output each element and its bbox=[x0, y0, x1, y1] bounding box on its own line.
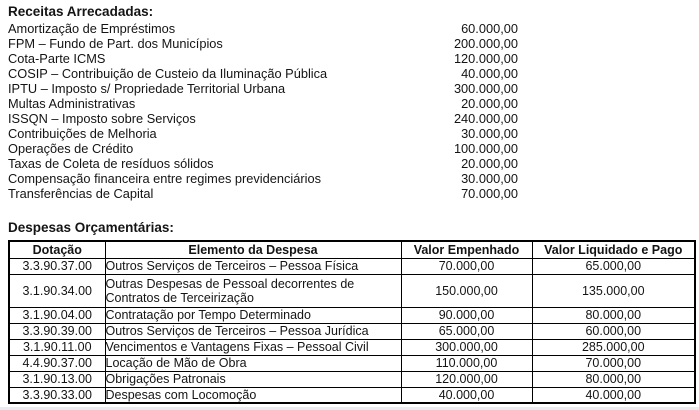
receita-row bbox=[8, 21, 518, 36]
cell-liquidado: 65.000,00 bbox=[532, 258, 695, 274]
cell-dotacao: 3.1.90.13.00 bbox=[9, 371, 105, 387]
receita-value: 70.000,00 bbox=[461, 186, 518, 201]
receita-label: Cota-Parte ICMS bbox=[8, 51, 106, 66]
receita-value: 30.000,00 bbox=[461, 126, 518, 141]
receita-label: Taxas de Coleta de resíduos sólidos bbox=[8, 156, 214, 171]
cell-empenhado: 65.000,00 bbox=[401, 323, 532, 339]
table-row bbox=[9, 323, 695, 339]
receita-row bbox=[8, 156, 518, 171]
cell-elemento: Contratação por Tempo Determinado bbox=[105, 307, 401, 323]
receita-row bbox=[8, 96, 518, 111]
receita-label: Amortização de Empréstimos bbox=[8, 21, 176, 36]
table-row bbox=[9, 307, 695, 323]
cell-dotacao: 3.1.90.11.00 bbox=[9, 339, 105, 355]
despesas-section-title: Despesas Orçamentárias: bbox=[8, 220, 174, 235]
cell-empenhado: 40.000,00 bbox=[401, 387, 532, 403]
receita-row bbox=[8, 81, 518, 96]
table-row bbox=[9, 274, 695, 307]
cell-dotacao: 3.1.90.04.00 bbox=[9, 307, 105, 323]
cell-dotacao: 3.3.90.37.00 bbox=[9, 258, 105, 274]
receita-value: 300.000,00 bbox=[453, 81, 518, 96]
cell-dotacao: 3.3.90.39.00 bbox=[9, 323, 105, 339]
receita-row bbox=[8, 66, 518, 81]
cell-liquidado: 285.000,00 bbox=[532, 339, 695, 355]
receita-value: 120.000,00 bbox=[453, 51, 518, 66]
table-row bbox=[9, 355, 695, 371]
receita-value: 30.000,00 bbox=[461, 171, 518, 186]
cell-elemento: Outros Serviços de Terceiros – Pessoa Jurídica bbox=[105, 323, 401, 339]
receitas-section-title: Receitas Arrecadadas: bbox=[8, 4, 154, 19]
col-header-elemento: Elemento da Despesa bbox=[105, 241, 401, 258]
cell-elemento: Outras Despesas de Pessoal decorrentes de Contratos de Terceirização bbox=[105, 274, 401, 307]
cell-liquidado: 40.000,00 bbox=[532, 387, 695, 403]
receita-label: Transferências de Capital bbox=[8, 186, 154, 201]
col-header-liquidado: Valor Liquidado e Pago bbox=[532, 241, 695, 258]
receita-label: Multas Administrativas bbox=[8, 96, 136, 111]
cell-empenhado: 70.000,00 bbox=[401, 258, 532, 274]
table-row bbox=[9, 387, 695, 403]
receita-row bbox=[8, 126, 518, 141]
receita-row bbox=[8, 51, 518, 66]
cell-empenhado: 120.000,00 bbox=[401, 371, 532, 387]
cell-dotacao: 4.4.90.37.00 bbox=[9, 355, 105, 371]
cell-elemento: Despesas com Locomoção bbox=[105, 387, 401, 403]
receita-row bbox=[8, 171, 518, 186]
receita-value: 20.000,00 bbox=[461, 96, 518, 111]
table-header-row bbox=[9, 241, 695, 258]
cell-elemento: Outros Serviços de Terceiros – Pessoa Física bbox=[105, 258, 401, 274]
receita-row bbox=[8, 186, 518, 201]
cell-elemento: Vencimentos e Vantagens Fixas – Pessoal Civil bbox=[105, 339, 401, 355]
cell-empenhado: 90.000,00 bbox=[401, 307, 532, 323]
cell-elemento: Obrigações Patronais bbox=[105, 371, 401, 387]
receita-row bbox=[8, 111, 518, 126]
receita-label: Contribuições de Melhoria bbox=[8, 126, 157, 141]
receita-label: Compensação financeira entre regimes previdenciários bbox=[8, 171, 321, 186]
cell-liquidado: 60.000,00 bbox=[532, 323, 695, 339]
receita-value: 20.000,00 bbox=[461, 156, 518, 171]
table-row bbox=[9, 371, 695, 387]
receita-value: 200.000,00 bbox=[453, 36, 518, 51]
cell-liquidado: 80.000,00 bbox=[532, 371, 695, 387]
cell-empenhado: 110.000,00 bbox=[401, 355, 532, 371]
cell-elemento: Locação de Mão de Obra bbox=[105, 355, 401, 371]
cell-dotacao: 3.3.90.33.00 bbox=[9, 387, 105, 403]
cell-empenhado: 300.000,00 bbox=[401, 339, 532, 355]
col-header-empenhado: Valor Empenhado bbox=[401, 241, 532, 258]
cell-dotacao: 3.1.90.34.00 bbox=[9, 274, 105, 307]
receita-label: COSIP – Contribuição de Custeio da Iluminação Pública bbox=[8, 66, 328, 81]
receita-row bbox=[8, 141, 518, 156]
table-row bbox=[9, 258, 695, 274]
receitas-list bbox=[8, 21, 518, 201]
receita-value: 100.000,00 bbox=[453, 141, 518, 156]
receita-value: 40.000,00 bbox=[461, 66, 518, 81]
receita-label: IPTU – Imposto s/ Propriedade Territorial Urbana bbox=[8, 81, 286, 96]
cell-empenhado: 150.000,00 bbox=[401, 274, 532, 307]
cell-liquidado: 80.000,00 bbox=[532, 307, 695, 323]
table-row bbox=[9, 339, 695, 355]
cell-liquidado: 70.000,00 bbox=[532, 355, 695, 371]
receita-row bbox=[8, 36, 518, 51]
receita-label: FPM – Fundo de Part. dos Municípios bbox=[8, 36, 223, 51]
cell-liquidado: 135.000,00 bbox=[532, 274, 695, 307]
receita-value: 60.000,00 bbox=[461, 21, 518, 36]
receita-label: Operações de Crédito bbox=[8, 141, 134, 156]
receita-value: 240.000,00 bbox=[453, 111, 518, 126]
col-header-dotacao: Dotação bbox=[9, 241, 105, 258]
despesas-table bbox=[8, 240, 696, 404]
receita-label: ISSQN – Imposto sobre Serviços bbox=[8, 111, 196, 126]
